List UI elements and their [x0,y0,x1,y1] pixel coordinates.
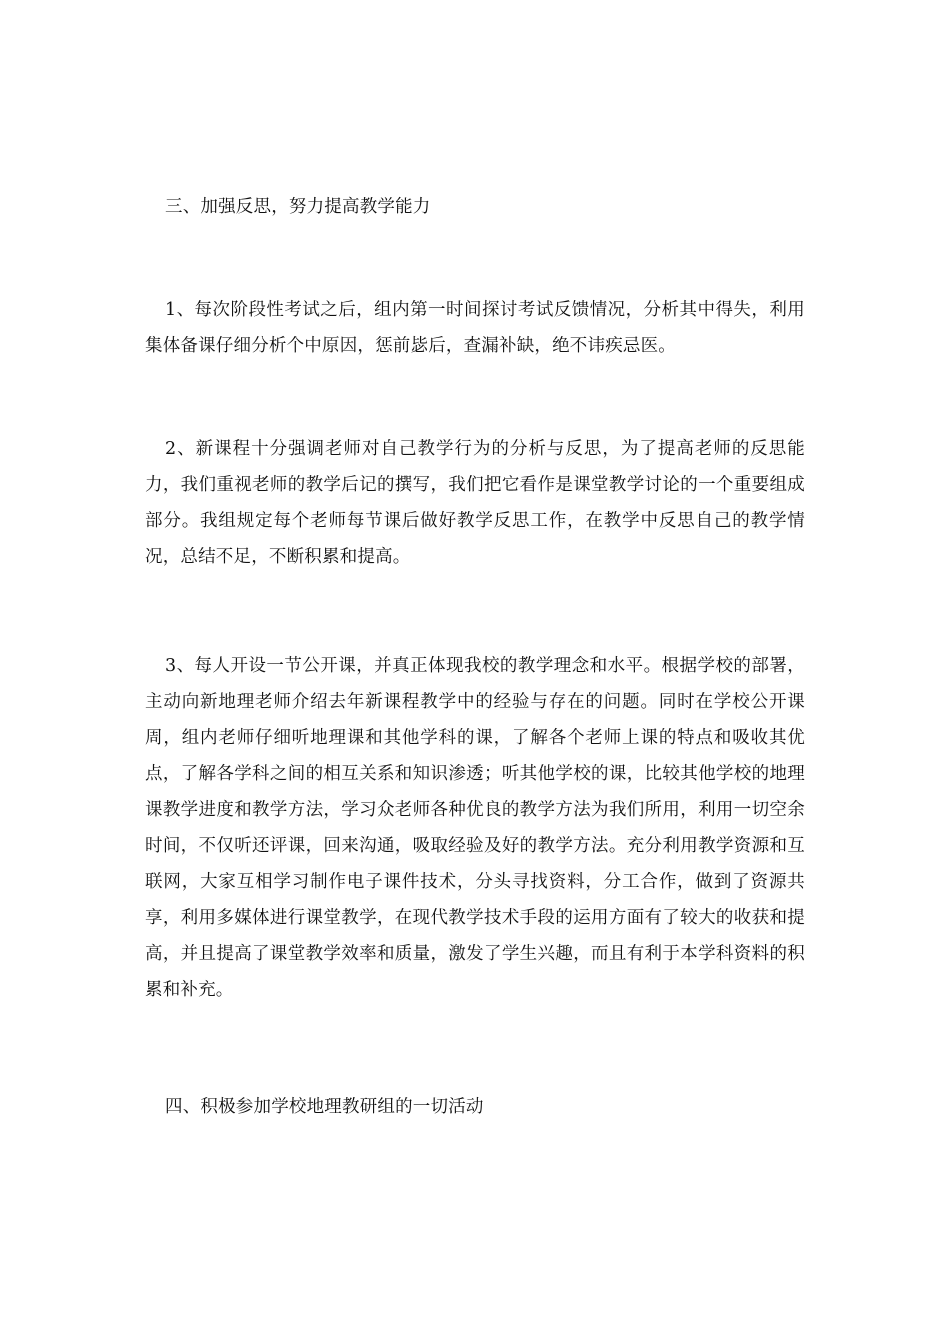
paragraph-open-class: 3、每人开设一节公开课，并真正体现我校的教学理念和水平。根据学校的部署，主动向新地理老师介绍去年新课程教学中的经验与存在的问题。同时在学校公开课周，组内老师仔细听地理课和其他学科的课，了解各个老师上课的特点和吸收其优点，了解各学科之间的相互关系和知识渗透；听其他学校的课，比较其他学校的地理课教学进度和教学方法，学习众老师各种优良的教学方法为我们所用，利用一切空余时间，不仅听还评课，回来沟通，吸取经验及好的教学方法。充分利用教学资源和互联网，大家互相学习制作电子课件技术，分头寻找资料，分工合作，做到了资源共享，利用多媒体进行课堂教学，在现代教学技术手段的运用方面有了较大的收获和提高，并且提高了课堂教学效率和质量，激发了学生兴趣，而且有利于本学科资料的积累和补充。 [145,656,805,1000]
paragraph-teaching-reflection: 2、新课程十分强调老师对自己教学行为的分析与反思，为了提高老师的反思能力，我们重视老师的教学后记的撰写，我们把它看作是课堂教学讨论的一个重要组成部分。我组规定每个老师每节课后做好教学反思工作，在教学中反思自己的教学情况，总结不足，不断积累和提高。 [145,439,805,567]
section-four-heading: 四、积极参加学校地理教研组的一切活动 [165,1097,484,1117]
section-three-heading: 三、加强反思，努力提高教学能力 [165,197,431,217]
paragraph-exam-reflection: 1、每次阶段性考试之后，组内第一时间探讨考试反馈情况，分析其中得失，利用集体备课仔细分析个中原因，惩前毖后，查漏补缺，绝不讳疾忌医。 [145,300,805,356]
